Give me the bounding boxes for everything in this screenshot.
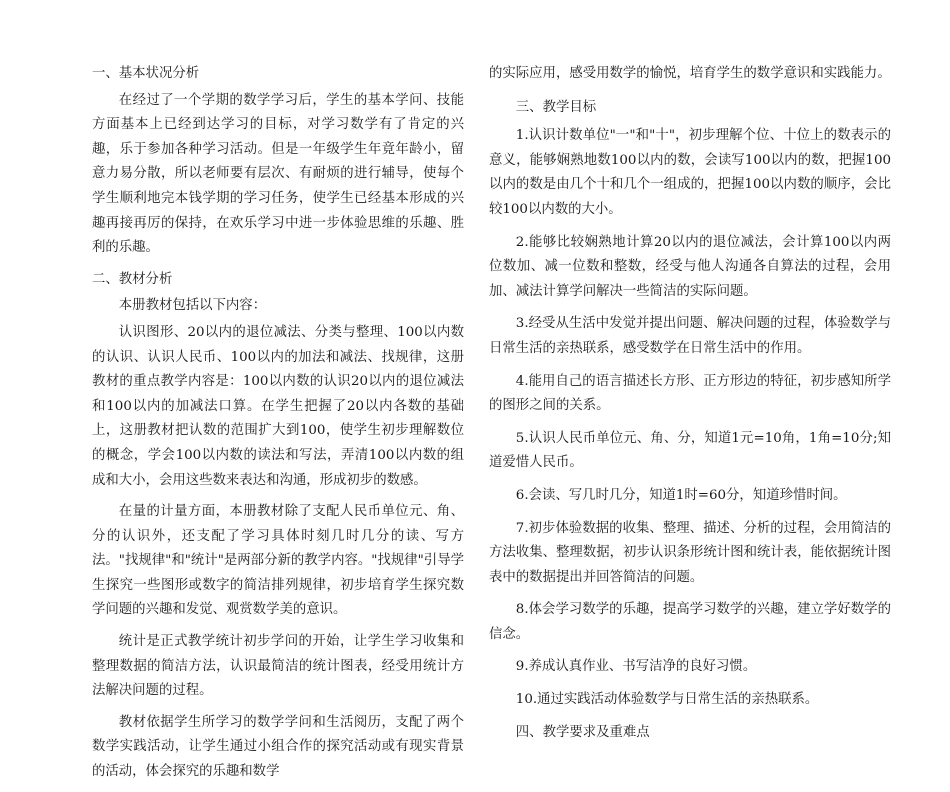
section-heading-requirements: 四、教学要求及重难点	[515, 724, 650, 740]
paragraph-basic-analysis: 在经过了一个学期的数学学习后，学生的基本学问、技能方面基本上已经到达学习的目标，对学习数学有了肯定的兴趣，乐于参加各种学习活动。但是一年级学生年竟年龄小，留意力易分散，所以老师要有层次、有耐烦的进行辅导，使每个学生顺利地完本钱学期的学习任务，使学生已经基本形成的兴趣再接再厉的保持，在欢乐学习中进一步体验思维的乐趣、胜利的乐趣。	[92, 92, 464, 256]
goal-item: 8.体会学习数学的乐趣，提高学习数学的兴趣，建立学好数学的信念。	[489, 602, 891, 642]
goal-item: 10.通过实践活动体验数学与日常生活的亲热联系。	[515, 692, 819, 708]
goal-item: 7.初步体验数据的收集、整理、描述、分析的过程，会用简洁的方法收集、整理数据，初步认识条形统计图和统计表，能依据统计图表中的数据提出并回答简洁的问题。	[489, 520, 891, 585]
paragraph-content-list: 认识图形、20以内的退位减法、分类与整理、100以内数的认识、认识人民币、100以内的加法和减法、找规律，这册教材的重点教学内容是：100以内数的认识20以内的退位减法和100以内的加减法口算。在学生把握了20以内各数的基础上，这册教材把认数的范围扩大到100，使学生初步理解数位的概念，学会100以内数的读法和写法，弄清100以内数的组成和大小，会用这些数来表达和沟通，形成初步的数感。	[92, 324, 464, 488]
goal-item: 3.经受从生活中发觉并提出问题、解决问题的过程，体验数学与日常生活的亲热联系，感受数学在日常生活中的作用。	[489, 316, 891, 356]
goal-item: 6.会读、写几时几分，知道1时=60分，知道珍惜时间。	[515, 487, 847, 503]
paragraph-measurement: 在量的计量方面，本册教材除了支配人民币单位元、角、分的认识外，还支配了学习具体时刻几时几分的读、写方法。"找规律"和"统计"是两部分新的教学内容。"找规律"引导学生探究一些图形或数字的简洁排列规律，初步培育学生探究数学问题的兴趣和发觉、观赏数学美的意识。	[92, 504, 464, 618]
paragraph-content-intro: 本册教材包括以下内容：	[118, 298, 267, 314]
left-column	[92, 62, 464, 792]
paragraph-statistics: 统计是正式教学统计初步学问的开始，让学生学习收集和整理数据的简洁方法，认识最简洁的统计图表，经受用统计方法解决问题的过程。	[92, 634, 464, 699]
section-heading-textbook-analysis: 二、教材分析	[92, 271, 173, 287]
goal-item: 2.能够比较娴熟地计算20以内的退位减法，会计算100以内两位数加、减一位数和整数，经受与他人沟通各自算法的过程，会用加、减法计算学问解决一些简洁的实际问题。	[489, 234, 891, 299]
section-heading-teaching-goals: 三、教学目标	[515, 99, 597, 115]
paragraph-continuation: 的实际应用，感受用数学的愉悦，培育学生的数学意识和实践能力。	[489, 66, 891, 81]
goal-item: 9.养成认真作业、书写洁净的良好习惯。	[515, 659, 757, 675]
paragraph-practice-activities: 教材依据学生所学习的数学学问和生活阅历，支配了两个数学实践活动，让学生通过小组合作的探究活动或有现实背景的活动，体会探究的乐趣和数学	[92, 714, 464, 780]
goal-item: 1.认识计数单位"一"和"十"，初步理解个位、十位上的数表示的意义，能够娴熟地数100以内的数，会读写100以内的数，把握100以内的数是由几个十和几个一组成的，把握100以内数的顺序，会比较100以内数的大小。	[489, 128, 891, 217]
right-column	[489, 62, 891, 749]
goal-item: 5.认识人民币单位元、角、分，知道1元=10角，1角=10分;知道爱惜人民币。	[489, 430, 891, 471]
section-heading-basic-analysis: 一、基本状况分析	[92, 66, 200, 81]
goal-item: 4.能用自己的语言描述长方形、正方形边的特征，初步感知所学的图形之间的关系。	[489, 373, 891, 414]
